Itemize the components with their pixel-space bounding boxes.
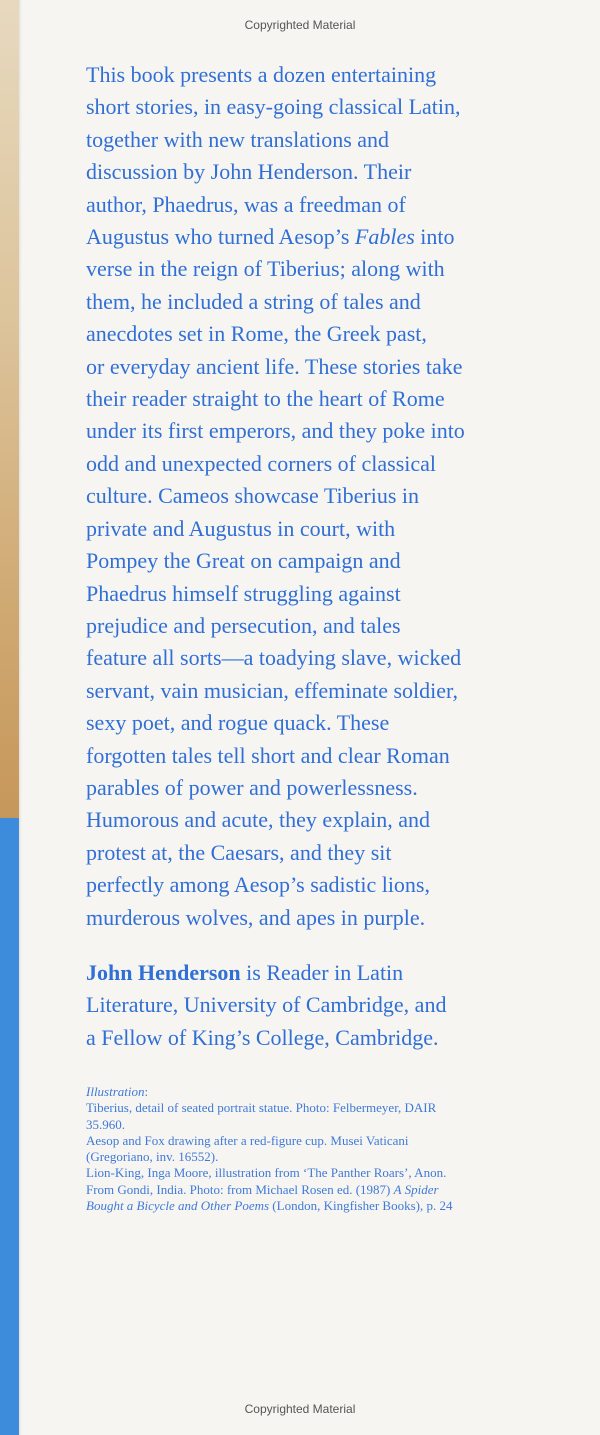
description-line: odd and unexpected corners of classical	[86, 450, 437, 476]
credit-line: Tiberius, detail of seated portrait statue. Photo: Felbermeyer, DAIR	[86, 1100, 437, 1116]
description-line: discussion by John Henderson. Their	[86, 159, 412, 185]
description-line: feature all sorts—a toadying slave, wicked	[86, 645, 462, 671]
credit-segment: (London, Kingfisher Books), p. 24	[269, 1198, 453, 1214]
illustration-credits	[86, 1084, 516, 1214]
copyright-notice-bottom: Copyrighted Material	[244, 1402, 356, 1416]
description-line: author, Phaedrus, was a freedman of	[86, 191, 406, 217]
description-line: culture. Cameos showcase Tiberius in	[86, 483, 420, 509]
description-line: under its first emperors, and they poke into	[86, 418, 465, 444]
description-line: protest at, the Caesars, and they sit	[86, 839, 392, 865]
book-title-italic: Fables	[354, 224, 415, 250]
author-bio-line3: a Fellow of King’s College, Cambridge.	[86, 1024, 439, 1050]
credit-segment: From Gondi, India. Photo: from Michael Rosen ed. (1987)	[86, 1181, 394, 1197]
credit-book-title: A Spider	[393, 1181, 439, 1197]
description-line: or everyday ancient life. These stories take	[86, 353, 463, 379]
credit-line: 35.960.	[86, 1116, 125, 1132]
description-line: forgotten tales tell short and clear Roman	[86, 742, 450, 768]
description-line: private and Augustus in court, with	[86, 515, 396, 541]
credit-line	[86, 1198, 516, 1214]
credit-line: Lion-King, Inga Moore, illustration from ‘The Panther Roars’, Anon.	[86, 1165, 447, 1181]
credits-heading: Illustration	[86, 1084, 145, 1099]
description-line: Humorous and acute, they explain, and	[86, 807, 430, 833]
description-line: together with new translations and	[86, 126, 390, 152]
credit-line: Aesop and Fox drawing after a red-figure cup. Musei Vaticani	[86, 1132, 409, 1148]
author-bio-line2: Literature, University of Cambridge, and	[86, 992, 447, 1018]
description-line: their reader straight to the heart of Rome	[86, 386, 445, 412]
description-line: short stories, in easy-going classical Latin,	[86, 94, 461, 120]
description-line: anecdotes set in Rome, the Greek past,	[86, 321, 427, 347]
description-line: murderous wolves, and apes in purple.	[86, 904, 426, 930]
description-line: them, he included a string of tales and	[86, 288, 421, 314]
description-line: prejudice and persecution, and tales	[86, 612, 401, 638]
credit-line	[86, 1182, 516, 1198]
description-line: servant, vain musician, effeminate soldier,	[86, 677, 458, 703]
spine-tan-band	[0, 0, 19, 820]
author-bio-line1: is Reader in Latin	[240, 960, 404, 985]
credit-line: (Gregoriano, inv. 16552).	[86, 1149, 219, 1165]
description-line	[86, 224, 455, 249]
description-line: Pompey the Great on campaign and	[86, 548, 401, 574]
credit-book-title: Bought a Bicycle and Other Poems	[86, 1198, 270, 1214]
description-line: parables of power and powerlessness.	[86, 774, 418, 800]
author-bio	[86, 957, 531, 1054]
author-name: John Henderson	[86, 960, 241, 985]
description-line: verse in the reign of Tiberius; along with	[86, 256, 445, 282]
page-edge-shadow	[19, 0, 22, 1435]
description-segment: into	[414, 224, 455, 250]
description-line: perfectly among Aesop’s sadistic lions,	[86, 872, 430, 898]
description-segment: Augustus who turned Aesop’s	[86, 224, 355, 250]
credits-heading-line	[86, 1084, 516, 1100]
description-line: This book presents a dozen entertaining	[86, 62, 437, 87]
description-line: Phaedrus himself struggling against	[86, 580, 401, 606]
copyright-notice-top: Copyrighted Material	[244, 18, 356, 32]
spine-blue-band	[0, 818, 19, 1435]
credits-heading-colon: :	[144, 1084, 149, 1099]
book-description	[86, 59, 531, 934]
description-line: sexy poet, and rogue quack. These	[86, 710, 390, 736]
